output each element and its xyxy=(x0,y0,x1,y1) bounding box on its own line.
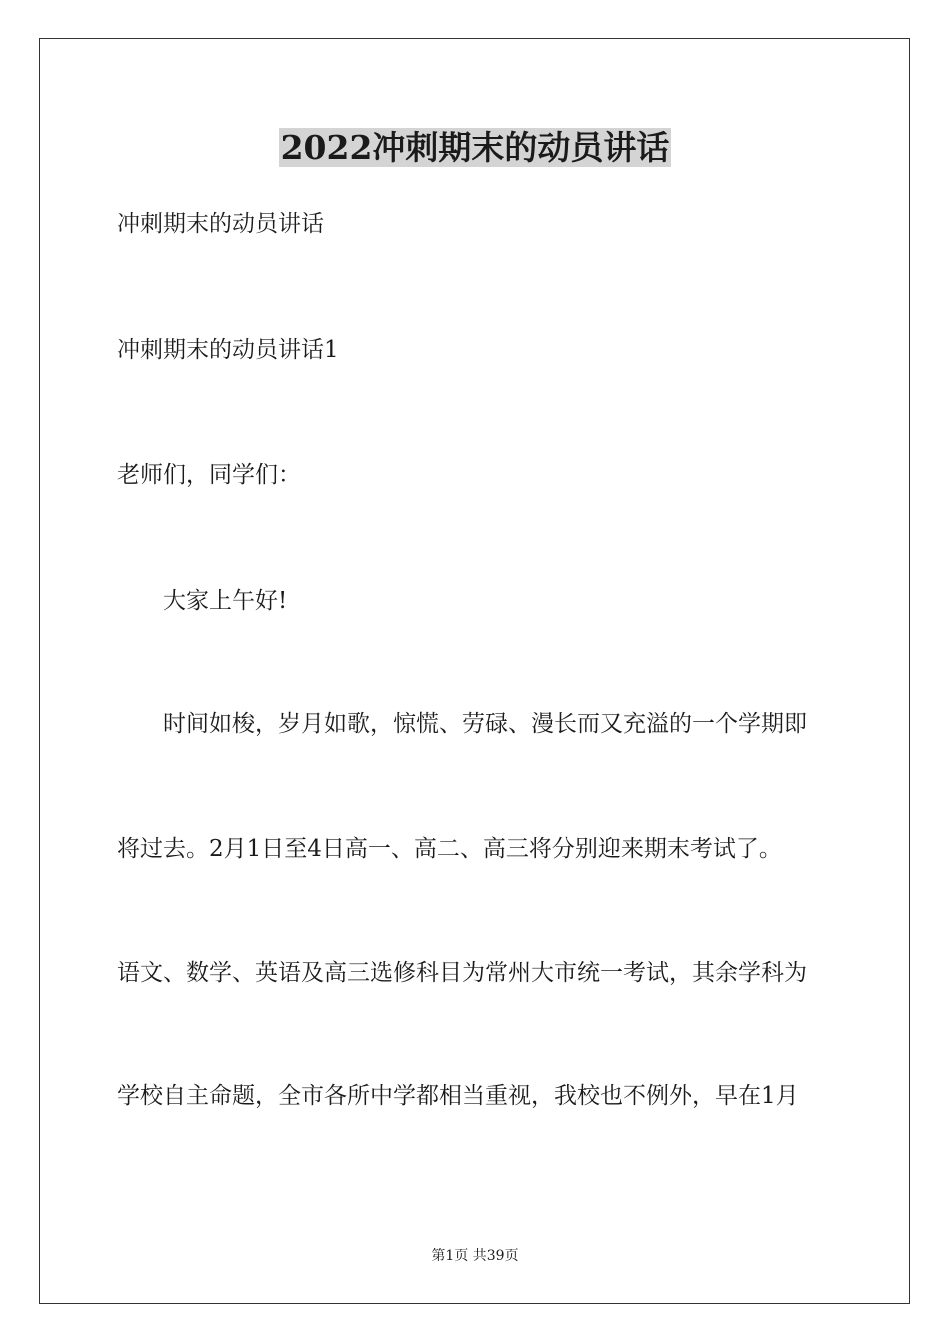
greeting-paragraph: 大家上午好! xyxy=(163,588,288,614)
page-footer: 第1页 共39页 xyxy=(431,1248,519,1264)
subtitle-line: 冲刺期末的动员讲话 xyxy=(117,211,324,237)
body-line: 语文、数学、英语及高三选修科目为常州大市统一考试，其余学科为 xyxy=(117,960,807,986)
salutation: 老师们，同学们： xyxy=(117,462,301,488)
document-title-text: 2022冲刺期末的动员讲话 xyxy=(280,128,670,167)
section-heading: 冲刺期末的动员讲话1 xyxy=(117,337,339,363)
document-title xyxy=(0,128,950,168)
body-line: 学校自主命题，全市各所中学都相当重视，我校也不例外，早在1月 xyxy=(117,1083,799,1109)
body-line: 时间如梭，岁月如歌，惊慌、劳碌、漫长而又充溢的一个学期即 xyxy=(163,711,807,737)
body-line: 将过去。2月1日至4日高一、高二、高三将分别迎来期末考试了。 xyxy=(117,836,782,862)
